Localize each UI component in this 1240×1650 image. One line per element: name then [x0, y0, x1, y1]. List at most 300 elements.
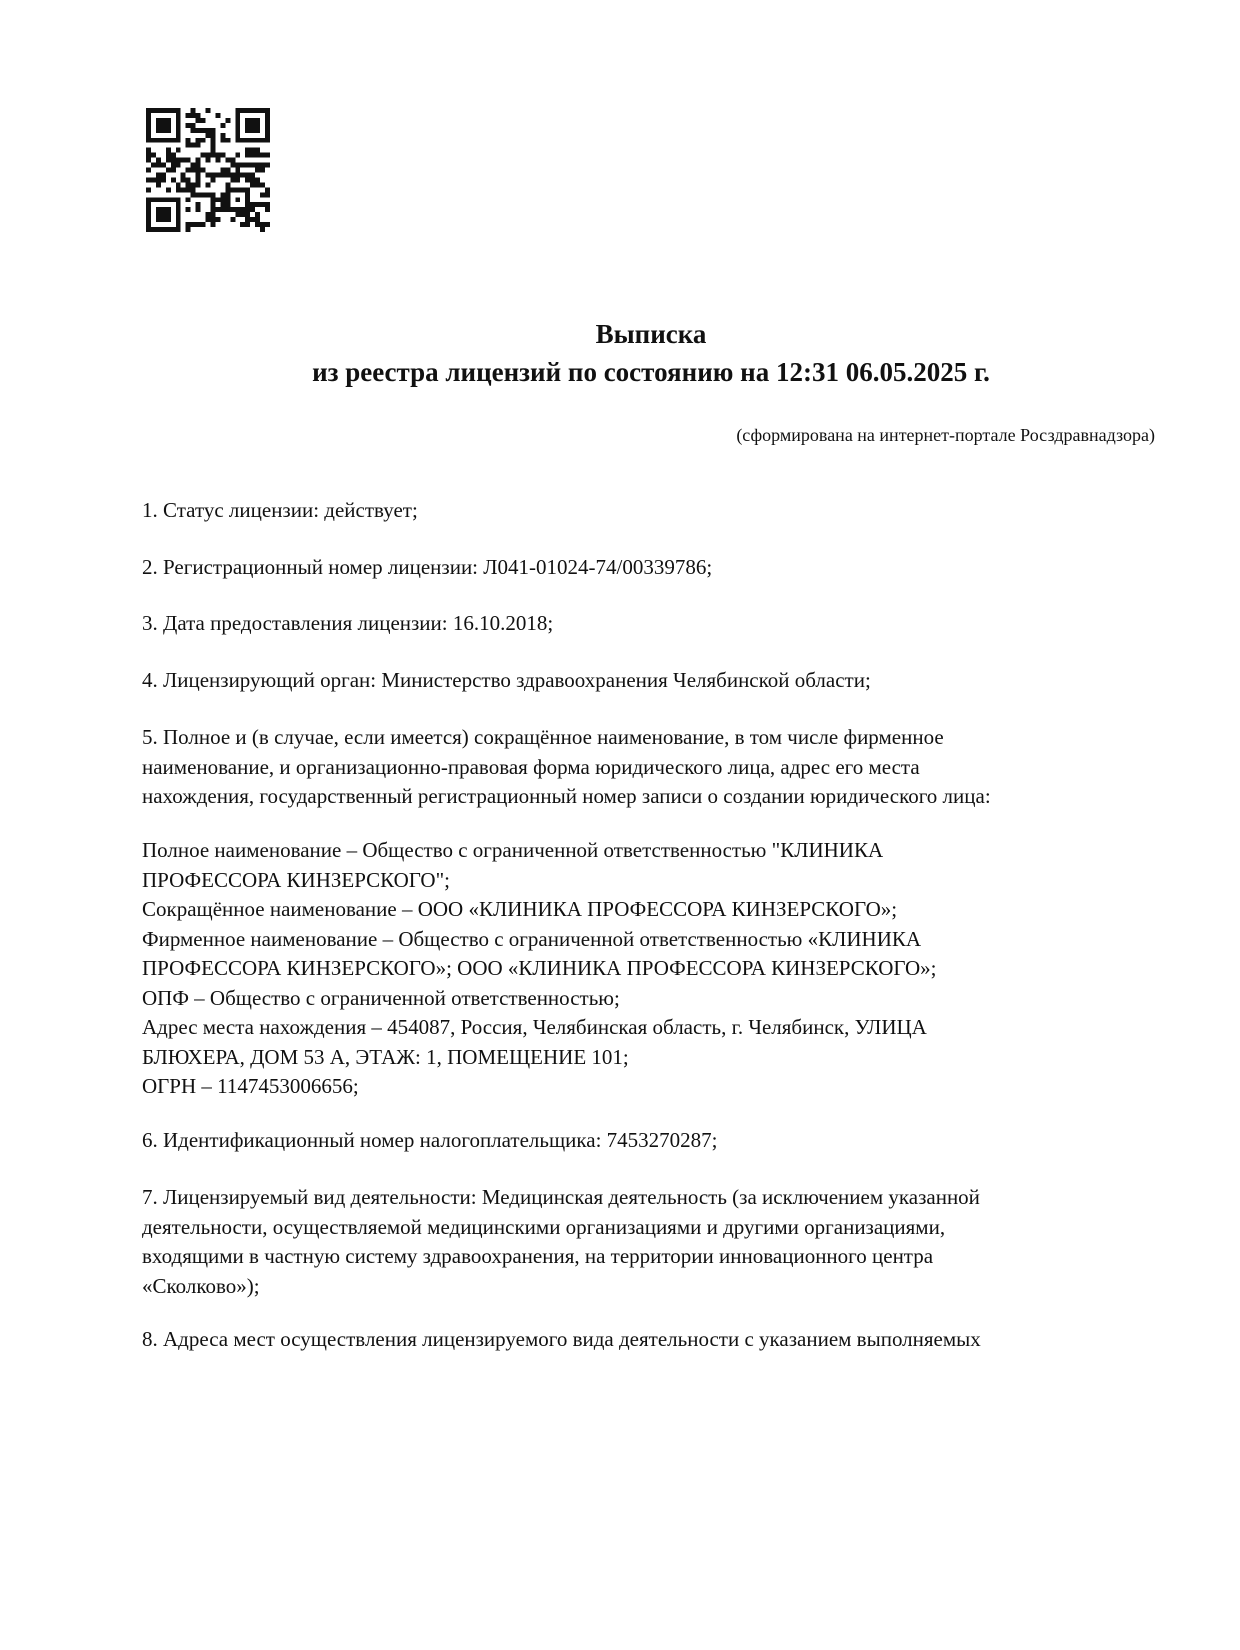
qr-module — [260, 192, 265, 197]
qr-module — [250, 153, 255, 158]
qr-module — [151, 108, 156, 113]
qr-module — [171, 153, 176, 158]
qr-module — [191, 182, 196, 187]
qr-module — [235, 153, 240, 158]
qr-module — [260, 222, 265, 227]
qr-module — [151, 197, 156, 202]
qr-module — [265, 153, 270, 158]
qr-module — [260, 163, 265, 168]
qr-module — [210, 177, 215, 182]
qr-module — [255, 182, 260, 187]
qr-module — [215, 207, 220, 212]
license-status: 1. Статус лицензии: действует; — [142, 498, 418, 522]
qr-module — [245, 217, 250, 222]
qr-module — [235, 172, 240, 177]
qr-module — [196, 113, 201, 118]
qr-module — [151, 227, 156, 232]
text-line: ОПФ – Общество с ограниченной ответственностью; — [142, 985, 620, 1010]
qr-module — [161, 138, 166, 143]
qr-module — [255, 202, 260, 207]
qr-module — [156, 108, 161, 113]
qr-module — [245, 163, 250, 168]
qr-module — [176, 202, 181, 207]
activity-addresses: 8. Адреса мест осуществления лицензируемого вида деятельности с указанием выполняемых — [142, 1327, 981, 1351]
qr-module — [171, 227, 176, 232]
qr-module — [146, 197, 151, 202]
qr-module — [156, 197, 161, 202]
qr-module — [166, 217, 171, 222]
qr-module — [156, 207, 161, 212]
text-line: ОГРН – 1147453006656; — [142, 1074, 359, 1098]
qr-module — [166, 123, 171, 128]
qr-module — [151, 163, 156, 168]
qr-module — [250, 108, 255, 113]
qr-module — [166, 212, 171, 217]
qr-module — [265, 118, 270, 123]
qr-module — [245, 202, 250, 207]
qr-module — [176, 197, 181, 202]
qr-module — [196, 207, 201, 212]
qr-module — [235, 133, 240, 138]
text-line: Фирменное наименование – Общество с ограниченной ответственностью «КЛИНИКА — [142, 926, 922, 951]
qr-module — [240, 172, 245, 177]
qr-module — [255, 217, 260, 222]
qr-module — [255, 148, 260, 153]
qr-module — [215, 217, 220, 222]
qr-module — [215, 172, 220, 177]
qr-module — [230, 217, 235, 222]
qr-module — [186, 158, 191, 163]
qr-module — [225, 182, 230, 187]
qr-module — [156, 177, 161, 182]
text-line: Сокращённое наименование – ООО «КЛИНИКА ПРОФЕССОРА КИНЗЕРСКОГО»; — [142, 897, 898, 921]
qr-module — [255, 222, 260, 227]
qr-module — [265, 202, 270, 207]
qr-module — [255, 108, 260, 113]
qr-module — [176, 187, 181, 192]
qr-module — [206, 133, 211, 138]
legal-entity-details — [142, 836, 1142, 1102]
qr-module — [151, 153, 156, 158]
qr-module — [201, 128, 206, 133]
licensed-activity — [142, 1183, 1142, 1301]
qr-module — [210, 133, 215, 138]
qr-module — [171, 177, 176, 182]
text-line: 5. Полное и (в случае, если имеется) сокращённое наименование, в том числе фирменное — [142, 725, 944, 749]
qr-module — [176, 222, 181, 227]
qr-module — [171, 163, 176, 168]
qr-module — [220, 153, 225, 158]
qr-module — [240, 212, 245, 217]
qr-module — [245, 108, 250, 113]
taxpayer-id: 6. Идентификационный номер налогоплательщика: 7453270287; — [142, 1128, 718, 1152]
qr-module — [215, 113, 220, 118]
qr-module — [225, 168, 230, 173]
text-line: Полное наименование – Общество с ограниченной ответственностью "КЛИНИКА — [142, 838, 884, 862]
qr-module — [255, 163, 260, 168]
qr-module — [220, 172, 225, 177]
qr-module — [146, 138, 151, 143]
qr-module — [210, 212, 215, 217]
qr-module — [146, 113, 151, 118]
text-line: деятельности, осуществляемой медицинскими организациями и другими организациями, — [142, 1214, 946, 1239]
qr-module — [146, 128, 151, 133]
qr-module — [146, 118, 151, 123]
qr-module — [265, 187, 270, 192]
qr-module — [166, 153, 171, 158]
qr-module — [225, 202, 230, 207]
qr-module — [240, 187, 245, 192]
qr-module — [245, 197, 250, 202]
qr-module — [260, 227, 265, 232]
legal-entity-names-header — [142, 723, 1142, 812]
qr-module — [156, 158, 161, 163]
qr-module — [250, 163, 255, 168]
qr-module — [250, 123, 255, 128]
qr-module — [206, 217, 211, 222]
qr-module — [255, 177, 260, 182]
qr-module — [161, 128, 166, 133]
qr-module — [166, 138, 171, 143]
qr-module — [260, 153, 265, 158]
qr-module — [210, 138, 215, 143]
qr-module — [206, 153, 211, 158]
qr-module — [206, 172, 211, 177]
qr-module — [166, 197, 171, 202]
qr-module — [196, 168, 201, 173]
qr-module — [250, 217, 255, 222]
qr-module — [161, 172, 166, 177]
qr-module — [196, 172, 201, 177]
qr-module — [191, 222, 196, 227]
qr-module — [250, 207, 255, 212]
qr-module — [206, 128, 211, 133]
qr-module — [245, 148, 250, 153]
qr-module — [156, 163, 161, 168]
qr-module — [245, 128, 250, 133]
qr-module — [146, 187, 151, 192]
qr-module — [235, 177, 240, 182]
qr-module — [255, 128, 260, 133]
qr-module — [191, 113, 196, 118]
qr-module — [146, 227, 151, 232]
document-subtitle: из реестра лицензий по состоянию на 12:31 06.05.2025 г. — [312, 357, 990, 387]
qr-module — [265, 192, 270, 197]
qr-module — [191, 163, 196, 168]
qr-module — [220, 197, 225, 202]
qr-module — [235, 212, 240, 217]
qr-module — [260, 138, 265, 143]
qr-module — [176, 182, 181, 187]
qr-module — [196, 177, 201, 182]
qr-module — [240, 207, 245, 212]
licensing-authority: 4. Лицензирующий орган: Министерство здравоохранения Челябинской области; — [142, 668, 871, 692]
qr-module — [186, 222, 191, 227]
qr-module — [146, 158, 151, 163]
qr-module — [255, 138, 260, 143]
text-line: 7. Лицензируемый вид деятельности: Медицинская деятельность (за исключением указанной — [142, 1185, 980, 1209]
qr-module — [151, 177, 156, 182]
qr-module — [196, 128, 201, 133]
qr-module — [235, 163, 240, 168]
qr-module — [161, 197, 166, 202]
qr-code-image — [146, 108, 270, 232]
qr-module — [230, 177, 235, 182]
qr-module — [230, 187, 235, 192]
qr-module — [245, 177, 250, 182]
qr-module — [181, 158, 186, 163]
text-line: нахождения, государственный регистрационный номер записи о создании юридического лица: — [142, 784, 991, 808]
qr-module — [161, 227, 166, 232]
qr-module — [176, 158, 181, 163]
qr-module — [245, 123, 250, 128]
qr-module — [166, 148, 171, 153]
qr-module — [156, 128, 161, 133]
qr-module — [166, 108, 171, 113]
qr-module — [176, 128, 181, 133]
qr-module — [220, 207, 225, 212]
qr-module — [220, 168, 225, 173]
qr-module — [146, 202, 151, 207]
qr-module — [220, 123, 225, 128]
qr-module — [196, 182, 201, 187]
qr-module — [176, 148, 181, 153]
qr-module — [166, 168, 171, 173]
qr-module — [176, 212, 181, 217]
qr-module — [161, 118, 166, 123]
qr-module — [245, 222, 250, 227]
qr-module — [255, 123, 260, 128]
qr-module — [156, 138, 161, 143]
qr-module — [186, 123, 191, 128]
qr-module — [146, 123, 151, 128]
qr-module — [265, 108, 270, 113]
qr-module — [176, 207, 181, 212]
qr-module — [210, 128, 215, 133]
qr-module — [201, 222, 206, 227]
qr-module — [191, 128, 196, 133]
qr-module — [186, 187, 191, 192]
qr-module — [176, 217, 181, 222]
qr-module — [250, 177, 255, 182]
text-line: наименование, и организационно-правовая форма юридического лица, адрес его места — [142, 754, 920, 779]
qr-module — [201, 168, 206, 173]
qr-module — [146, 133, 151, 138]
text-line: ПРОФЕССОРА КИНЗЕРСКОГО"; — [142, 867, 450, 892]
qr-module — [196, 222, 201, 227]
qr-module — [146, 168, 151, 173]
text-line: БЛЮХЕРА, ДОМ 53 А, ЭТАЖ: 1, ПОМЕЩЕНИЕ 101; — [142, 1044, 629, 1069]
qr-module — [220, 138, 225, 143]
qr-module — [210, 217, 215, 222]
qr-module — [176, 163, 181, 168]
qr-module — [235, 168, 240, 173]
qr-module — [225, 118, 230, 123]
qr-module — [245, 187, 250, 192]
generation-note: (сформирована на интернет-портале Росздравнадзора) — [736, 425, 1155, 445]
qr-module — [186, 197, 191, 202]
qr-module — [230, 172, 235, 177]
qr-module — [240, 138, 245, 143]
qr-module — [265, 163, 270, 168]
qr-module — [191, 143, 196, 148]
qr-module — [210, 172, 215, 177]
qr-module — [191, 108, 196, 113]
qr-module — [166, 158, 171, 163]
qr-module — [146, 148, 151, 153]
qr-module — [225, 138, 230, 143]
qr-module — [161, 177, 166, 182]
qr-module — [161, 212, 166, 217]
qr-module — [161, 123, 166, 128]
qr-module — [235, 113, 240, 118]
qr-module — [225, 197, 230, 202]
qr-module — [176, 123, 181, 128]
qr-module — [146, 153, 151, 158]
qr-module — [146, 217, 151, 222]
qr-module — [250, 172, 255, 177]
qr-module — [181, 187, 186, 192]
qr-module — [196, 163, 201, 168]
qr-module — [186, 177, 191, 182]
qr-module — [186, 207, 191, 212]
qr-module — [265, 128, 270, 133]
qr-module — [265, 113, 270, 118]
qr-module — [255, 168, 260, 173]
qr-module — [146, 212, 151, 217]
qr-module — [250, 202, 255, 207]
qr-module — [176, 113, 181, 118]
qr-module — [210, 222, 215, 227]
qr-module — [225, 192, 230, 197]
qr-module — [176, 108, 181, 113]
qr-module — [206, 158, 211, 163]
qr-module — [240, 108, 245, 113]
qr-module — [161, 207, 166, 212]
qr-module — [235, 108, 240, 113]
qr-module — [146, 207, 151, 212]
qr-module — [181, 177, 186, 182]
qr-module — [171, 158, 176, 163]
qr-module — [240, 163, 245, 168]
qr-module — [171, 197, 176, 202]
qr-module — [245, 138, 250, 143]
text-line: входящими в частную систему здравоохранения, на территории инновационного центра — [142, 1244, 934, 1268]
text-line: «Сколково»); — [142, 1273, 260, 1298]
qr-module — [210, 207, 215, 212]
qr-module — [250, 128, 255, 133]
qr-module — [250, 182, 255, 187]
qr-module — [250, 118, 255, 123]
qr-module — [210, 192, 215, 197]
qr-module — [161, 163, 166, 168]
qr-module — [265, 222, 270, 227]
qr-module — [166, 118, 171, 123]
qr-module — [156, 172, 161, 177]
qr-code — [146, 108, 270, 232]
qr-module — [191, 123, 196, 128]
qr-module — [245, 153, 250, 158]
qr-module — [225, 172, 230, 177]
qr-module — [206, 108, 211, 113]
text-line: Адрес места нахождения – 454087, Россия, Челябинская область, г. Челябинск, УЛИЦА — [142, 1015, 927, 1039]
text-line: ПРОФЕССОРА КИНЗЕРСКОГО»; ООО «КЛИНИКА ПРОФЕССОРА КИНЗЕРСКОГО»; — [142, 956, 937, 980]
qr-module — [210, 153, 215, 158]
qr-module — [265, 138, 270, 143]
qr-module — [156, 212, 161, 217]
qr-module — [171, 168, 176, 173]
qr-module — [146, 177, 151, 182]
qr-module — [191, 187, 196, 192]
qr-module — [161, 108, 166, 113]
qr-module — [171, 108, 176, 113]
qr-module — [235, 197, 240, 202]
qr-module — [260, 182, 265, 187]
license-date: 3. Дата предоставления лицензии: 16.10.2018; — [142, 611, 554, 635]
qr-module — [186, 143, 191, 148]
qr-module — [235, 187, 240, 192]
qr-module — [255, 153, 260, 158]
qr-module — [196, 138, 201, 143]
qr-module — [220, 202, 225, 207]
qr-module — [191, 168, 196, 173]
license-registration-number: 2. Регистрационный номер лицензии: Л041-01024-74/00339786; — [142, 555, 713, 579]
qr-module — [166, 128, 171, 133]
qr-module — [181, 172, 186, 177]
qr-module — [146, 222, 151, 227]
qr-module — [171, 138, 176, 143]
qr-module — [166, 207, 171, 212]
qr-module — [176, 118, 181, 123]
qr-module — [186, 168, 191, 173]
qr-module — [156, 118, 161, 123]
qr-module — [220, 192, 225, 197]
qr-module — [156, 217, 161, 222]
qr-module — [196, 202, 201, 207]
qr-module — [215, 158, 220, 163]
qr-module — [196, 143, 201, 148]
qr-module — [156, 227, 161, 232]
qr-module — [215, 197, 220, 202]
qr-module — [201, 153, 206, 158]
qr-module — [255, 118, 260, 123]
qr-module — [210, 143, 215, 148]
qr-module — [176, 227, 181, 232]
qr-module — [210, 197, 215, 202]
qr-module — [156, 182, 161, 187]
qr-module — [235, 207, 240, 212]
qr-module — [156, 123, 161, 128]
qr-module — [215, 153, 220, 158]
qr-module — [196, 192, 201, 197]
qr-module — [225, 207, 230, 212]
qr-module — [245, 212, 250, 217]
qr-module — [235, 118, 240, 123]
qr-module — [230, 158, 235, 163]
qr-module — [220, 133, 225, 138]
qr-module — [265, 133, 270, 138]
qr-module — [151, 138, 156, 143]
qr-module — [250, 148, 255, 153]
qr-module — [210, 148, 215, 153]
qr-module — [186, 227, 191, 232]
qr-module — [225, 158, 230, 163]
qr-module — [206, 192, 211, 197]
qr-module — [265, 207, 270, 212]
qr-module — [245, 172, 250, 177]
qr-module — [186, 182, 191, 187]
qr-module — [201, 118, 206, 123]
